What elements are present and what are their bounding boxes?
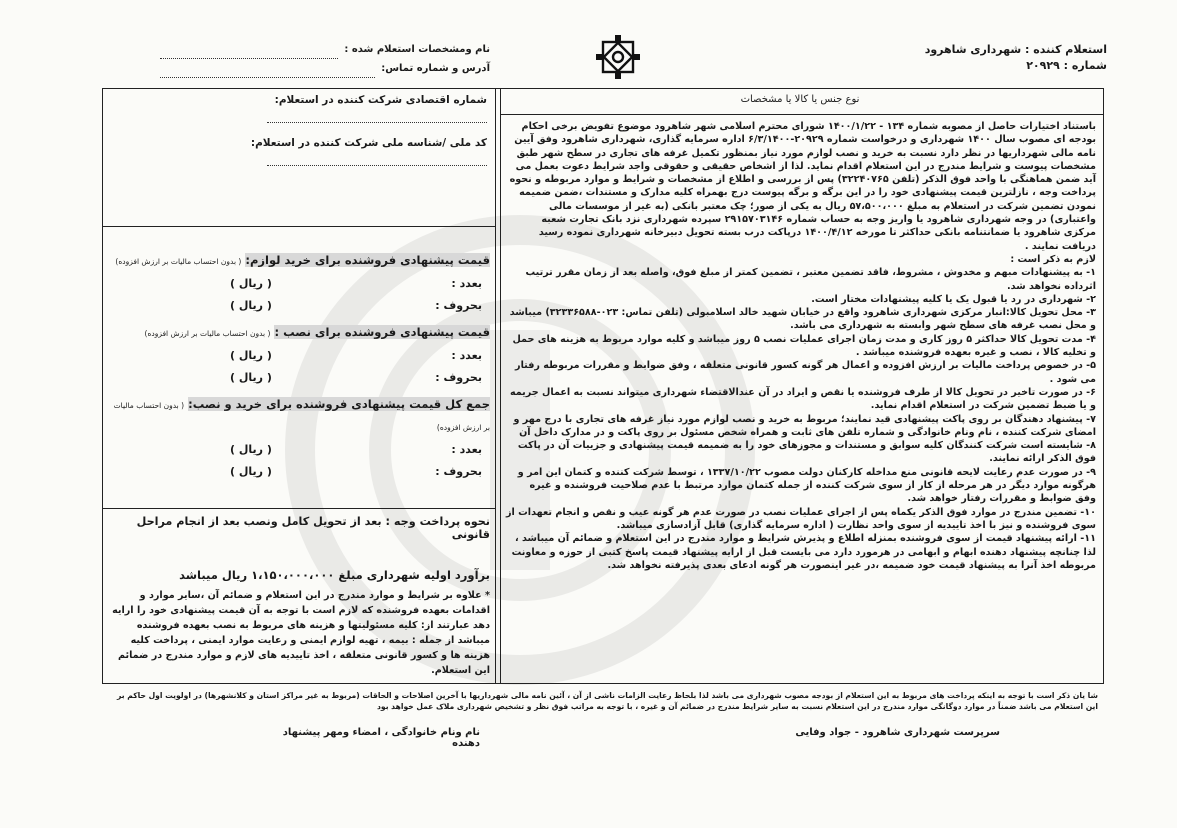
bidder-id-block — [112, 92, 487, 178]
header-respondent-block — [160, 40, 490, 78]
condition-10: ۱۰- تضمین مندرج در موارد فوق الذکر یکماه پس از اجرای عملیات نصب در صورت عدم هر گونه عیب و نقص و انجام تعهدات از سوی فروشنده و نیز با اخذ تاییدیه از سوی واحد نظارت ( اداره سرمایه گذاری) قابل آزادسازی میباشد. — [506, 506, 1096, 531]
condition-6: ۶- در صورت تاخیر در تحویل کالا از طرف فروشنده یا نقص و ایراد در آن عندالاقتضاء شهرداری میتواند نسبت به اعمال جریمه و یا ضبط تضمین شرکت در استعلام اقدام نماید. — [509, 386, 1096, 412]
header-issuer-block — [807, 42, 1107, 74]
number-label: شماره : ۲۰۹۲۹ — [1026, 59, 1107, 72]
additional-notes: * علاوه بر شرایط و موارد مندرج در این استعلام و ضمائم آن ،سایر موارد و اقدامات بعهده فروشنده که لازم است با توجه به آن قیمت پیشنهادی خود را ارایه دهد عبارتند از: کلیه مسئولیتها و هزینه های مربوط به نصب بعهده فروشنده میباشد از جمله : بیمه ، تهیه لوازم ایمنی و رعایت موارد ایمنی ، پرداخت کلیه هزینه ها و کسور قانونی متعلقه ، اخذ تاییدیه های لازم و موارد مندرج در ضمائم این استعلام. — [112, 590, 490, 676]
purchase-price-numeric-field[interactable]: بعدد : ( ریال ) — [230, 277, 482, 290]
conditions-text — [506, 120, 1096, 572]
total-price-words-field[interactable]: بحروف : ( ریال ) — [230, 465, 482, 478]
payment-terms: نحوه پرداخت وجه : بعد از تحویل کامل ونصب بعد از انجام مراحل قانونی — [136, 515, 490, 541]
purchase-price-words-field[interactable]: بحروف : ( ریال ) — [230, 299, 482, 312]
economic-no-label: شماره اقتصادی شرکت کننده در استعلام: — [274, 94, 487, 106]
topic-heading: نوع جنس یا کالا یا مشخصات — [740, 94, 860, 105]
respondent-name-field[interactable] — [160, 48, 338, 59]
install-price-words-field[interactable]: بحروف : ( ریال ) — [230, 371, 482, 384]
condition-11: ۱۱- ارائه پیشنهاد قیمت از سوی فروشنده بمنزله اطلاع و پذیرش شرایط و موارد مندرج در این استعلام و ضمائم آن میباشد ، لذا چنانچه پیشنهاد دهنده ابهام و ابهامی در هرمورد دارد می بایست قبل از ارایه پیشنهاد قیمت پاسخ کتبی از حوزه و معاونت مربوطه اخذ آنرا به پیشنهاد قیمت خود ضمیمه ،در غیر اینصورت هر گونه ادعای بعدی پذیرفته نخواهد شد. — [511, 533, 1096, 571]
intro-paragraph: باستناد اختیارات حاصل از مصوبه شماره ۱۳۴ - ۱۴۰۰/۱/۲۲ شورای محترم اسلامی شهر شاهرود موضوع تفویض برخی احکام بودجه ای مصوب سال ۱۴۰۰ شهرداری و درخواست شماره ۲۰۹۲۹-۶/۳/۱۴۰۰ اداره سرمایه گذاری، شهرداری شاهرود وفق آیین نامه مالی شهرداریها در نظر دارد نسبت به خرید و نصب لوازم مورد نیاز بمنظور تکمیل غرفه های تجاری در سطح شهر طبق مشخصات پیوست و شرایط مندرج در این استعلام اقدام نماید. لذا از اشخاص حقیقی و حقوقی واجد شرایط دعوت بعمل می آید ضمن هماهنگی با واحد فوق الذکر (تلفن ۳۲۲۴۰۷۶۵) پس از بررسی و اطلاع از مشخصات و شرایط و موارد مربوطه و نحوه پرداخت وجه ، نازلترین قیمت پیشنهادی خود را در این برگه و برگه پیوست درج بهمراه کلیه مدارک و مستندات ،ضمن ضمیمه نمودن تضمین شرکت در استعلام به مبلغ ۵۷،۵۰۰،۰۰۰ ریال به یکی از صور؛ چک معتبر بانکی (به غیر از موسسات مالی واعتباری) در وجه شهرداری شاهرود یا واریز وجه به حساب شماره ۲۹۱۵۷۰۳۱۴۶ سپرده شهرداری نزد بانک تجارت شعبه مرکزی شاهرود یا ضمانتنامه بانکی حداکثر تا مورخه ۱۴۰۰/۴/۱۲ درپاکت درب بسته تحویل دبیرخانه شهرداری نموده رسید دریافت نمایند . — [509, 121, 1096, 252]
condition-7: ۷- پیشنهاد دهندگان بر روی پاکت پیشنهادی قید نمایند؛ مربوط به خرید و نصب لوازم مورد نیاز غرفه های تجاری با درج مهر و امضای شرکت کننده ، نام ونام خانوادگی و شماره تلفن های ثابت و همراه شخص مسئول بر روی پاکت و در مدارک داخل آن — [513, 413, 1096, 438]
economic-no-field[interactable] — [267, 112, 487, 123]
national-id-field[interactable] — [267, 155, 487, 166]
condition-8: ۸- شایسته است شرکت کنندگان کلیه سوابق و مستندات و مجوزهای خود را به ضمیمه قیمت پیشنهادی و جزییات آن در پاکت فوق الذکر ارائه نمایند. — [517, 440, 1096, 465]
condition-2: ۲- شهرداری در رد یا قبول یک یا کلیه پیشنهادات مختار است. — [811, 293, 1096, 305]
total-price-title: جمع کل قیمت پیشنهادی فروشنده برای خرید و نصب: ( بدون احتساب مالیات بر ارزش افزوده) — [113, 397, 490, 432]
address-field[interactable] — [160, 67, 375, 78]
condition-1: ۱- به پیشنهادات مبهم و مخدوش ، مشروط، فاقد تضمین معتبر ، تضمین کمتر از مبلغ فوق، واصله بعد از زمان مقرر ترتیب اثرداده نخواهد شد. — [525, 267, 1096, 292]
condition-4: ۴- مدت تحویل کالا حداکثر ۵ روز کاری و مدت زمان اجرای عملیات نصب ۵ روز میباشد و کلیه موارد مربوط به هزینه های حمل و تخلیه کالا ، نصب و غیره بعهده فروشنده میباشد . — [512, 333, 1096, 359]
respondent-name-label: نام ومشخصات استعلام شده : — [344, 44, 490, 55]
municipality-logo-icon — [595, 34, 641, 80]
initial-estimate: برآورد اولیه شهرداری مبلغ ۱،۱۵۰،۰۰۰،۰۰۰ ریال میباشد — [179, 568, 490, 582]
footnote: شا یان ذکر است با توجه به اینکه پرداخت های مربوط به این استعلام از بودجه مصوب شهرداری می باشد لذا بلحاظ رعایت الزامات ناشی از آن ، آئین نامه مالی شهرداریها با آخرین اصلاحات و الحاقات (مربوط به غیر مراکز استان و کلانشهرها) در اولویت اول حاکم بر این استعلام می باشد ضمناً در موارد دوگانگی موارد مندرج در این استعلام نسبت به سایر شرایط مندرج در ضمائم آن و غیره ، با توجه به مراتب فوق نظر و تشخیص شهرداری ملاک عمل خواهد بود — [117, 691, 1098, 711]
price-block — [110, 250, 490, 484]
install-price-numeric-field[interactable]: بعدد : ( ریال ) — [230, 349, 482, 362]
purchase-price-title: قیمت پیشنهادی فروشنده برای خرید لوازم: ( بدون احتساب مالیات بر ارزش افزوده) — [115, 253, 490, 267]
note-heading: لازم به ذکر است : — [1010, 253, 1096, 265]
national-id-label: کد ملی /شناسه ملی شرکت کننده در استعلام: — [250, 137, 487, 149]
condition-5: ۵- در خصوص پرداخت مالیات بر ارزش افزوده و اعمال هر گونه کسور قانونی متعلقه ، وفق ضوابط و مقررات مربوطه رفتار می شود . — [515, 360, 1096, 385]
condition-9: ۹- در صورت عدم رعایت لایحه قانونی منع مداخله کارکنان دولت مصوب ۱۳۳۷/۱۰/۲۲ ، توسط شرکت کننده و کتمان این امر و هرگونه موارد دیگر در هر مرحله از کار از سوی شرکت کننده از جمله کتمان موارد مرتبط با عدم صلاحیت فروشنده و غیره وفق ضوابط و مقررات رفتار خواهد شد. — [517, 466, 1096, 505]
left-divider-bottom — [102, 508, 495, 509]
total-price-numeric-field[interactable]: بعدد : ( ریال ) — [230, 443, 482, 456]
column-divider — [495, 88, 501, 684]
supervisor-signature: سرپرست شهرداری شاهرود - جواد وفایی — [795, 727, 1000, 738]
install-price-title: قیمت پیشنهادی فروشنده برای نصب : ( بدون احتساب مالیات بر ارزش افزوده) — [144, 325, 490, 339]
left-divider-top — [102, 226, 495, 227]
topic-divider — [501, 114, 1104, 115]
address-label: آدرس و شماره تماس: — [381, 63, 490, 74]
issuer-label: استعلام کننده : شهرداری شاهرود — [924, 43, 1107, 56]
bidder-signature-label: نام ونام خانوادگی ، امضاء ومهر پیشنهاد دهنده — [282, 727, 480, 749]
condition-3: ۳- محل تحویل کالا:انبار مرکزی شهرداری شاهرود واقع در خیابان شهید خالد اسلامبولی (تلفن تماس: ۰۲۳-۳۲۳۳۶۵۸۸) میباشد و محل نصب غرفه های سطح شهر وابسته به شهرداری می باشد. — [509, 307, 1096, 332]
